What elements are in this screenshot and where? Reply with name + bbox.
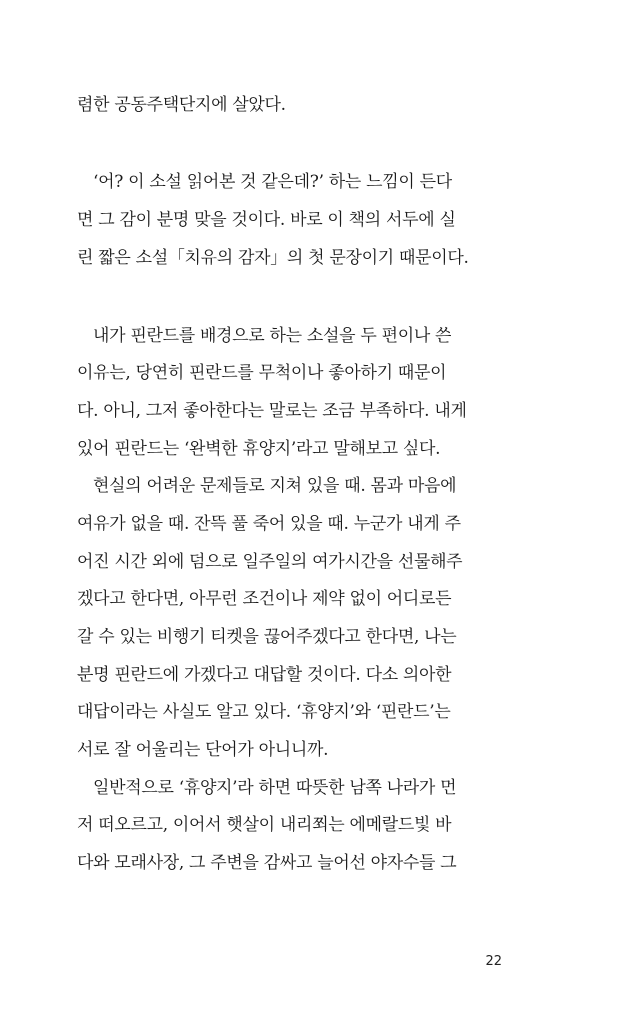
body-line-11: 어진 시간 외에 덤으로 일주일의 여가시간을 선물해주 [77,552,463,572]
body-line-18: 저 떠오르고, 이어서 햇살이 내리쬐는 에메랄드빛 바 [77,815,452,835]
body-line-8: 있어 핀란드는 ‘완벽한 휴양지’라고 말해보고 싶다. [77,439,441,459]
body-line-10: 여유가 없을 때. 잔뜩 풀 죽어 있을 때. 누군가 내게 주 [77,514,461,534]
body-line-7: 다. 아니, 그저 좋아한다는 말로는 조금 부족하다. 내게 [77,401,467,421]
body-line-14: 분명 핀란드에 가겠다고 대답할 것이다. 다소 의아한 [77,665,452,685]
body-line-1: 렴한 공동주택단지에 살았다. [77,95,286,115]
body-line-13: 갈 수 있는 비행기 티켓을 끊어주겠다고 한다면, 나는 [77,627,457,647]
body-line-9: 현실의 어려운 문제들로 지쳐 있을 때. 몸과 마음에 [93,476,457,496]
body-line-4: 린 짧은 소설「치유의 감자」의 첫 문장이기 때문이다. [77,248,469,268]
body-line-2: ‘어? 이 소설 읽어본 것 같은데?’ 하는 느낌이 든다 [93,172,452,192]
page-number: 22 [485,954,502,969]
body-line-12: 겠다고 한다면, 아무런 조건이나 제약 없이 어디로든 [77,589,452,609]
body-line-19: 다와 모래사장, 그 주변을 감싸고 늘어선 야자수들 그 [77,853,457,873]
body-line-3: 면 그 감이 분명 맞을 것이다. 바로 이 책의 서두에 실 [77,210,456,230]
body-line-16: 서로 잘 어울리는 단어가 아니니까. [77,740,329,760]
body-line-17: 일반적으로 ‘휴양지’라 하면 따뜻한 남쪽 나라가 먼 [93,778,457,798]
body-line-6: 이유는, 당연히 핀란드를 무척이나 좋아하기 때문이 [77,363,447,383]
body-line-15: 대답이라는 사실도 알고 있다. ‘휴양지’와 ‘핀란드’는 [77,702,451,722]
body-line-5: 내가 핀란드를 배경으로 하는 소설을 두 편이나 쓴 [93,326,452,346]
